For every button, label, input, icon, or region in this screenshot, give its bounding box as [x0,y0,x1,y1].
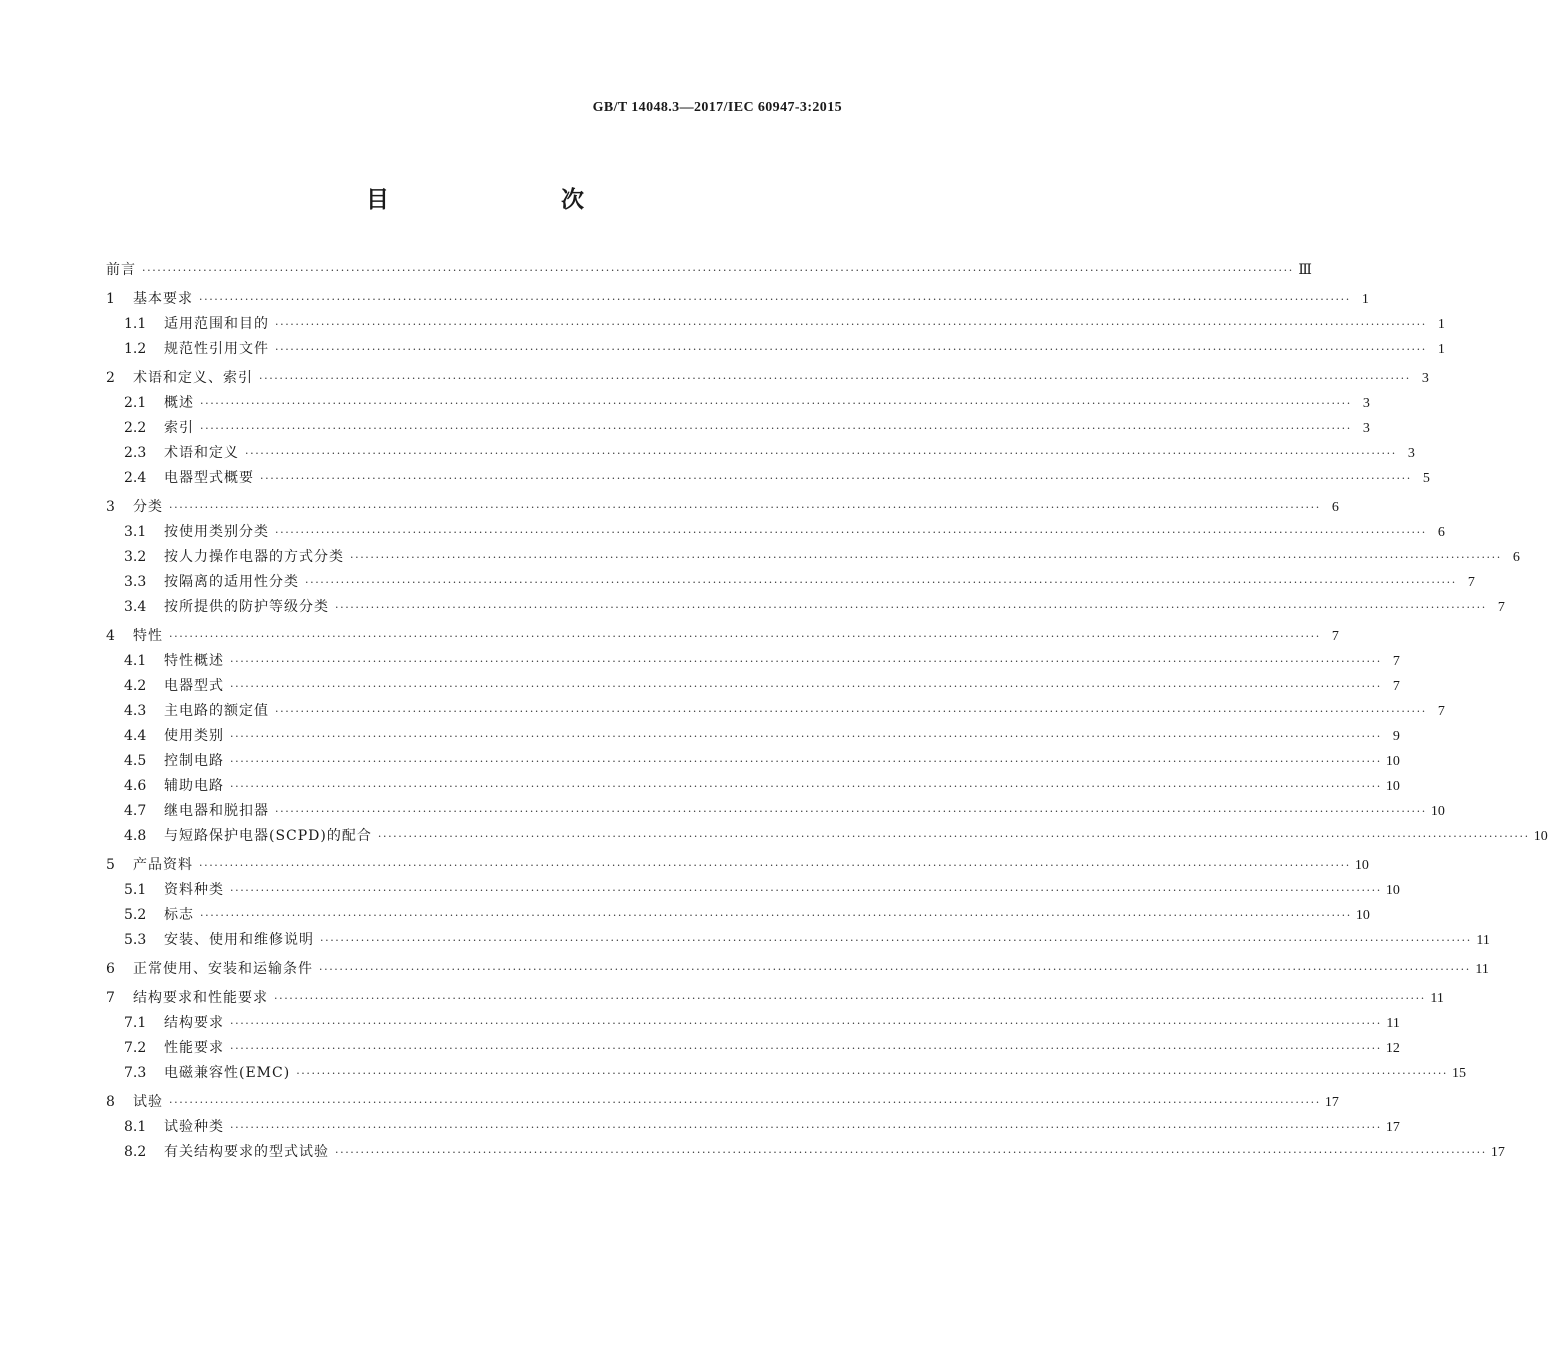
toc-entry[interactable] [106,878,1400,903]
toc-entry[interactable] [106,1090,1339,1115]
toc-entry-number: 4.1 [124,653,147,669]
dot-leader [230,1036,1382,1061]
toc-entry-number: 3.4 [124,599,147,615]
dot-leader [230,674,1382,699]
dot-leader [350,545,1502,570]
dot-leader [230,724,1382,749]
toc-entry-title: 按人力操作电器的方式分类 [164,549,344,565]
toc-entry[interactable] [106,957,1489,982]
toc-entry-page: 3 [1421,371,1429,386]
toc-entry-number: 6 [106,961,115,977]
toc-entry[interactable] [106,986,1444,1011]
toc-entry[interactable] [106,466,1430,491]
toc-entry-title: 适用范围和目的 [164,316,269,332]
dot-leader [305,570,1457,595]
dot-leader [200,391,1352,416]
dot-leader [230,878,1382,903]
toc-entry-title: 使用类别 [164,728,224,744]
toc-entry-title: 正常使用、安装和运输条件 [133,961,313,977]
toc-entry-page: 7 [1497,600,1505,615]
toc-entry-page: 17 [1490,1145,1505,1160]
toc-entry-page: 10 [1354,858,1369,873]
toc-entry-title: 电器型式 [164,678,224,694]
toc-entry-page: 7 [1467,575,1475,590]
toc-entry-page: 9 [1392,729,1400,744]
toc-entry-number: 5.3 [124,932,147,948]
toc-entry[interactable] [106,724,1400,749]
dot-leader [259,366,1411,391]
toc-entry-number: 3.2 [124,549,147,565]
dot-leader [169,624,1321,649]
toc-entry-page: 5 [1422,471,1430,486]
dot-leader [245,441,1397,466]
standard-code: GB/T 14048.3—2017/IEC 60947-3:2015 [592,100,842,115]
toc-entry-number: 1.2 [124,341,147,357]
toc-entry-page: 7 [1331,629,1339,644]
toc-entry[interactable] [106,1036,1400,1061]
toc-entry[interactable] [106,495,1339,520]
dot-leader [319,957,1471,982]
toc-entry[interactable] [106,287,1369,312]
toc-entry-page: 11 [1386,1016,1400,1031]
toc-entry-title: 试验种类 [164,1119,224,1135]
toc-entry-number: 4.3 [124,703,147,719]
toc-entry-title: 特性概述 [164,653,224,669]
table-of-contents [106,258,1548,1186]
dot-leader [275,799,1427,824]
toc-entry-number: 8.1 [124,1119,147,1135]
toc-entry-title: 概述 [164,395,194,411]
toc-entry-title: 主电路的额定值 [164,703,269,719]
dot-leader [320,928,1472,953]
toc-entry[interactable] [106,595,1505,620]
toc-entry-page: 7 [1392,679,1400,694]
toc-entry-title: 规范性引用文件 [164,341,269,357]
toc-entry[interactable] [106,416,1370,441]
toc-entry-title: 结构要求 [164,1015,224,1031]
toc-entry-number: 5 [106,857,115,873]
toc-entry-title: 性能要求 [164,1040,224,1056]
toc-entry-page: 1 [1361,292,1369,307]
toc-entry-page: 3 [1362,421,1370,436]
toc-entry[interactable] [106,520,1445,545]
toc-entry-number: 3.3 [124,574,147,590]
dot-leader [296,1061,1448,1086]
toc-entry-number: 4.6 [124,778,147,794]
toc-entry[interactable] [106,391,1370,416]
toc-entry-number: 7.2 [124,1040,147,1056]
toc-entry-page: 7 [1392,654,1400,669]
toc-entry-title: 按隔离的适用性分类 [164,574,299,590]
toc-entry-title: 术语和定义、索引 [133,370,253,386]
toc-entry[interactable] [106,312,1445,337]
toc-entry-page: Ⅲ [1298,263,1312,278]
toc-entry-page: 3 [1362,396,1370,411]
toc-entry-page: 10 [1385,883,1400,898]
dot-leader [274,986,1426,1011]
toc-entry-title: 电器型式概要 [164,470,254,486]
dot-leader [335,595,1487,620]
toc-entry[interactable] [106,1140,1505,1160]
toc-entry[interactable] [106,1061,1467,1086]
toc-entry-page: 7 [1437,704,1445,719]
toc-entry[interactable] [106,699,1445,724]
toc-entry[interactable] [106,928,1490,953]
toc-entry-page: 15 [1452,1066,1467,1081]
toc-entry-number: 1.1 [124,316,147,332]
toc-entry-page: 6 [1331,500,1339,515]
dot-leader [230,1115,1382,1140]
toc-entry-page: 10 [1355,908,1370,923]
toc-entry-title: 控制电路 [164,753,224,769]
toc-entry-number: 4.7 [124,803,147,819]
toc-entry-page: 3 [1407,446,1415,461]
toc-entry-title: 与短路保护电器(SCPD)的配合 [164,828,372,844]
dot-leader [199,853,1351,878]
dot-leader [199,287,1351,312]
toc-entry-number: 2.1 [124,395,147,411]
toc-entry-title: 产品资料 [133,857,193,873]
toc-entry[interactable] [106,337,1445,362]
toc-entry-page: 11 [1475,962,1489,977]
toc-entry-number: 8.2 [124,1144,147,1160]
toc-entry-page: 10 [1385,754,1400,769]
toc-entry-title: 术语和定义 [164,445,239,461]
toc-entry-title: 分类 [133,499,163,515]
toc-entry-title: 标志 [164,907,194,923]
toc-entry-page: 10 [1385,779,1400,794]
toc-entry[interactable] [106,441,1415,466]
toc-entry-number: 2.3 [124,445,147,461]
toc-entry[interactable] [106,366,1429,391]
toc-entry-number: 7 [106,990,115,1006]
toc-entry-number: 4 [106,628,115,644]
dot-leader [230,749,1382,774]
toc-entry-page: 12 [1385,1041,1400,1056]
dot-leader [200,416,1352,441]
toc-entry-page: 11 [1476,933,1490,948]
toc-entry[interactable] [106,649,1400,674]
toc-entry-number: 4.4 [124,728,147,744]
toc-entry-number: 2.4 [124,470,147,486]
dot-leader [275,699,1427,724]
dot-leader [169,495,1321,520]
toc-entry[interactable] [106,853,1369,878]
toc-entry-number: 8 [106,1094,115,1110]
toc-entry-title: 资料种类 [164,882,224,898]
toc-entry-title: 结构要求和性能要求 [133,990,268,1006]
toc-entry-page: 1 [1437,317,1445,332]
dot-leader [335,1140,1487,1165]
toc-entry[interactable] [106,258,1312,283]
toc-entry-page: 17 [1385,1120,1400,1135]
dot-leader [378,824,1530,849]
toc-entry-number: 3 [106,499,115,515]
dot-leader [230,774,1382,799]
toc-entry[interactable] [106,1115,1400,1140]
toc-entry-page: 17 [1324,1095,1339,1110]
toc-entry-number: 3.1 [124,524,147,540]
dot-leader [260,466,1412,491]
toc-title: 目 次 [366,186,626,213]
toc-entry-number: 1 [106,291,115,307]
dot-leader [275,520,1427,545]
toc-entry-title: 试验 [133,1094,163,1110]
toc-entry-title: 基本要求 [133,291,193,307]
toc-entry-number: 5.2 [124,907,147,923]
toc-entry[interactable] [106,749,1400,774]
toc-entry-page: 10 [1430,804,1445,819]
toc-entry[interactable] [106,570,1475,595]
toc-entry[interactable] [106,774,1400,799]
toc-entry-title: 电磁兼容性(EMC) [164,1065,291,1081]
toc-entry-title: 有关结构要求的型式试验 [164,1144,329,1160]
toc-entry-number: 5.1 [124,882,147,898]
dot-leader [275,312,1427,337]
toc-entry-page: 1 [1437,342,1445,357]
toc-entry-title: 辅助电路 [164,778,224,794]
toc-entry-title: 按使用类别分类 [164,524,269,540]
toc-entry-number: 7.3 [124,1065,147,1081]
toc-entry-number: 7.1 [124,1015,147,1031]
toc-entry-title: 按所提供的防护等级分类 [164,599,329,615]
toc-entry-page: 6 [1512,550,1520,565]
toc-entry-number: 2.2 [124,420,147,436]
dot-leader [275,337,1427,362]
toc-entry-number: 4.5 [124,753,147,769]
toc-entry[interactable] [106,624,1339,649]
dot-leader [230,1011,1382,1036]
toc-entry-title: 前言 [106,262,136,278]
toc-entry[interactable] [106,1011,1400,1036]
dot-leader [200,903,1352,928]
toc-entry-page: 6 [1437,525,1445,540]
toc-entry-number: 4.2 [124,678,147,694]
toc-entry-title: 特性 [133,628,163,644]
toc-entry-page: 11 [1430,991,1444,1006]
dot-leader [169,1090,1321,1115]
dot-leader [142,258,1294,283]
toc-entry-title: 安装、使用和维修说明 [164,932,314,948]
toc-entry[interactable] [106,545,1520,570]
toc-entry[interactable] [106,903,1370,928]
toc-entry-page: 10 [1533,829,1548,844]
toc-entry-number: 4.8 [124,828,147,844]
toc-entry[interactable] [106,674,1400,699]
toc-entry[interactable] [106,824,1548,849]
toc-entry-title: 继电器和脱扣器 [164,803,269,819]
toc-entry-title: 索引 [164,420,194,436]
toc-entry-number: 2 [106,370,115,386]
dot-leader [230,649,1382,674]
toc-entry[interactable] [106,799,1445,824]
